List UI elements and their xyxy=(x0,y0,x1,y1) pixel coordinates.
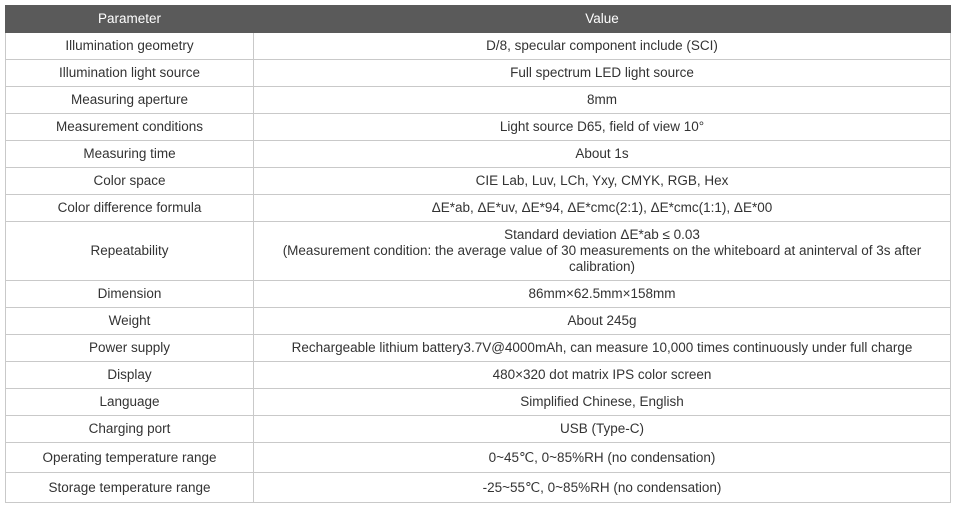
param-cell: Color space xyxy=(6,168,254,195)
param-cell: Illumination light source xyxy=(6,60,254,87)
table-row xyxy=(6,141,951,168)
param-cell: Language xyxy=(6,389,254,416)
value-cell: -25~55℃, 0~85%RH (no condensation) xyxy=(254,473,951,503)
table-header-row xyxy=(6,6,951,33)
param-cell: Dimension xyxy=(6,281,254,308)
value-cell: 8mm xyxy=(254,87,951,114)
table-row xyxy=(6,416,951,443)
value-cell: Full spectrum LED light source xyxy=(254,60,951,87)
param-cell: Charging port xyxy=(6,416,254,443)
param-cell: Repeatability xyxy=(6,222,254,281)
table-row xyxy=(6,362,951,389)
table-row xyxy=(6,389,951,416)
param-cell: Display xyxy=(6,362,254,389)
value-cell: USB (Type-C) xyxy=(254,416,951,443)
value-line: calibration) xyxy=(568,259,636,274)
table-row xyxy=(6,443,951,473)
table-row xyxy=(6,60,951,87)
table-row xyxy=(6,281,951,308)
table-row xyxy=(6,308,951,335)
table-row xyxy=(6,87,951,114)
value-cell: About 245g xyxy=(254,308,951,335)
param-cell: Operating temperature range xyxy=(6,443,254,473)
param-cell: Color difference formula xyxy=(6,195,254,222)
table-row xyxy=(6,168,951,195)
value-cell: Light source D65, field of view 10° xyxy=(254,114,951,141)
value-cell: About 1s xyxy=(254,141,951,168)
table-row xyxy=(6,473,951,503)
param-cell: Illumination geometry xyxy=(6,33,254,60)
value-line: (Measurement condition: the average value of 30 measurements on the whiteboard at aninterval of 3s after xyxy=(282,243,922,258)
param-cell: Weight xyxy=(6,308,254,335)
table-row xyxy=(6,114,951,141)
value-cell: 480×320 dot matrix IPS color screen xyxy=(254,362,951,389)
param-cell: Power supply xyxy=(6,335,254,362)
value-cell: ΔE*ab, ΔE*uv, ΔE*94, ΔE*cmc(2:1), ΔE*cmc(1:1), ΔE*00 xyxy=(254,195,951,222)
table-row xyxy=(6,195,951,222)
header-value: Value xyxy=(254,6,951,33)
value-cell xyxy=(254,222,951,281)
param-cell: Measurement conditions xyxy=(6,114,254,141)
value-cell: CIE Lab, Luv, LCh, Yxy, CMYK, RGB, Hex xyxy=(254,168,951,195)
param-cell: Measuring aperture xyxy=(6,87,254,114)
value-cell: Rechargeable lithium battery3.7V@4000mAh, can measure 10,000 times continuously under full charge xyxy=(254,335,951,362)
value-cell: D/8, specular component include (SCI) xyxy=(254,33,951,60)
value-cell: 0~45℃, 0~85%RH (no condensation) xyxy=(254,443,951,473)
table-row xyxy=(6,222,951,281)
header-parameter: Parameter xyxy=(6,6,254,33)
spec-table xyxy=(5,5,951,503)
param-cell: Measuring time xyxy=(6,141,254,168)
table-row xyxy=(6,33,951,60)
param-cell: Storage temperature range xyxy=(6,473,254,503)
value-line: Standard deviation ΔE*ab ≤ 0.03 xyxy=(504,227,700,242)
value-cell: Simplified Chinese, English xyxy=(254,389,951,416)
table-row xyxy=(6,335,951,362)
value-cell: 86mm×62.5mm×158mm xyxy=(254,281,951,308)
